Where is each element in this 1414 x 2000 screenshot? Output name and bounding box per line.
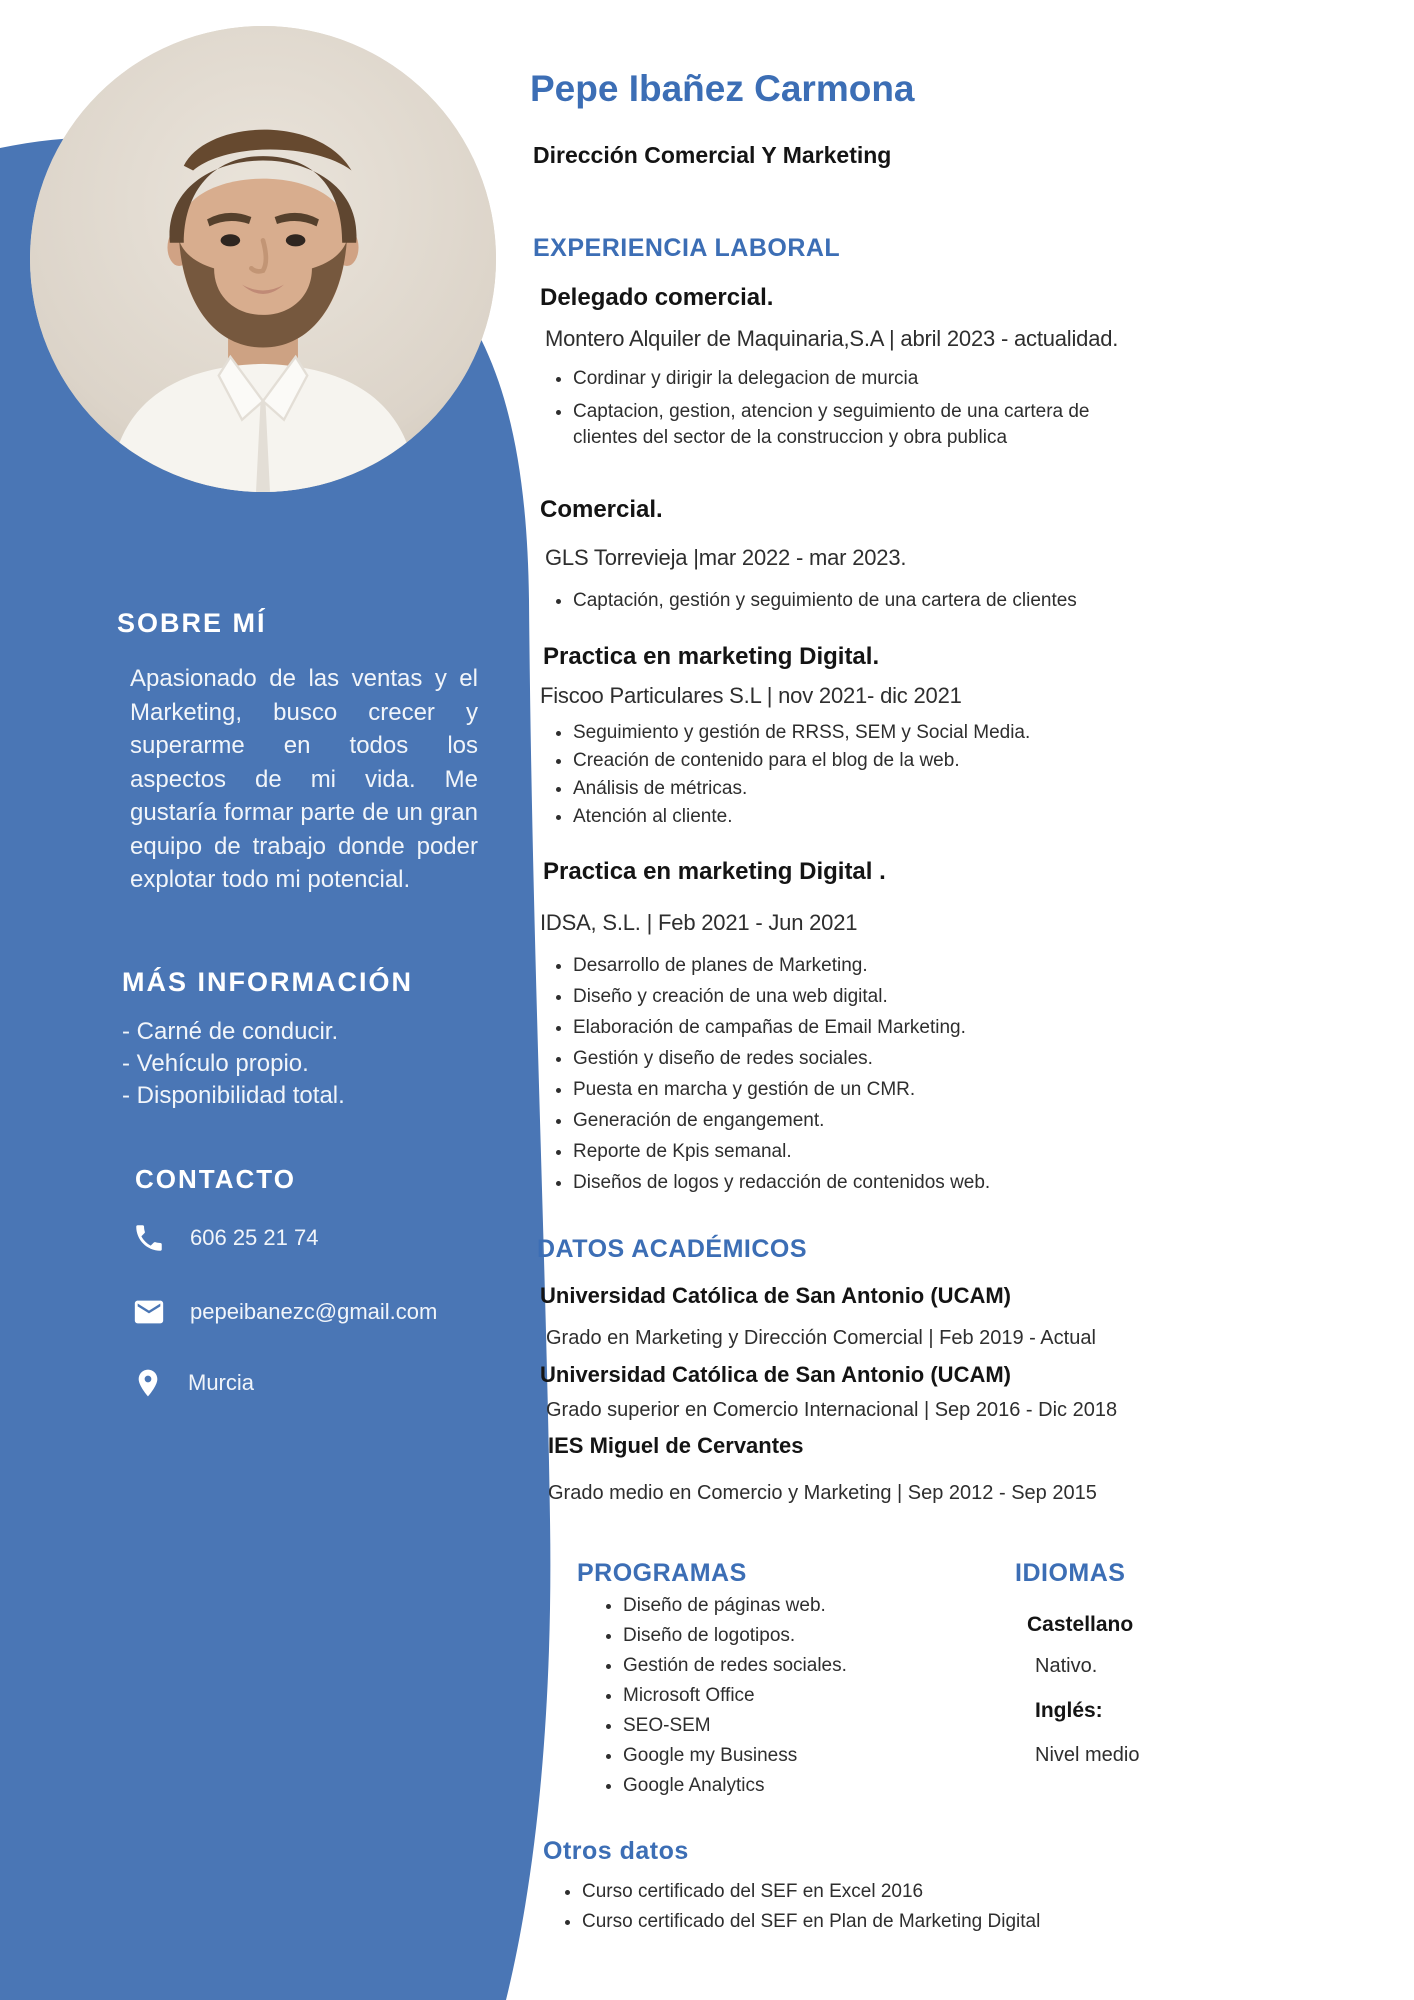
about-title: SOBRE MÍ [117, 608, 267, 638]
job-bullet: • Elaboración de campañas de Email Marketing. [573, 1012, 1133, 1043]
languages-section-title: IDIOMAS [1015, 1559, 1126, 1587]
other-data-section-title: Otros datos [543, 1837, 689, 1865]
location-icon [132, 1362, 164, 1404]
job-role: Delegado comercial. [540, 284, 774, 311]
more-info-list [122, 1016, 345, 1112]
program-item: • Gestión de redes sociales. [623, 1651, 1043, 1681]
job-role: Practica en marketing Digital . [543, 858, 886, 885]
education-detail: Grado superior en Comercio Internacional | Sep 2016 - Dic 2018 [546, 1399, 1118, 1421]
job-bullet: • Desarrollo de planes de Marketing. [573, 950, 1133, 981]
contact-email-value: pepeibanezc@gmail.com [190, 1299, 438, 1324]
contact-title: CONTACTO [135, 1164, 296, 1194]
program-item: • Google Analytics [623, 1771, 1043, 1801]
more-info-item: - Vehículo propio. [122, 1050, 309, 1077]
job-bullet: • Generación de engangement. [573, 1105, 1133, 1136]
job-bullet-list [543, 588, 1133, 614]
profile-photo [30, 26, 496, 492]
job-company: Montero Alquiler de Maquinaria,S.A | abril 2023 - actualidad. [545, 326, 1119, 351]
language-level: Nativo. [1035, 1655, 1098, 1677]
program-item: • Diseño de logotipos. [623, 1621, 1043, 1651]
education-section-title: DATOS ACADÉMICOS [537, 1235, 808, 1263]
job-bullet: • Diseños de logos y redacción de contenidos web. [573, 1167, 1133, 1198]
program-item: • Diseño de páginas web. [623, 1591, 1043, 1621]
email-icon [132, 1295, 166, 1329]
job-bullet: • Cordinar y dirigir la delegacion de murcia [573, 366, 1133, 392]
job-bullet: • Creación de contenido para el blog de la web. [573, 747, 1133, 775]
job-bullet: • Gestión y diseño de redes sociales. [573, 1043, 1133, 1074]
more-info-item: - Carné de conducir. [122, 1018, 339, 1045]
job-role: Comercial. [540, 496, 663, 523]
job-bullet: • Puesta en marcha y gestión de un CMR. [573, 1074, 1133, 1105]
education-school: Universidad Católica de San Antonio (UCAM) [540, 1283, 1012, 1308]
more-info-title: MÁS INFORMACIÓN [122, 967, 413, 997]
language-level: Nivel medio [1035, 1744, 1140, 1766]
job-bullet: • Reporte de Kpis semanal. [573, 1136, 1133, 1167]
education-detail: Grado medio en Comercio y Marketing | Sep 2012 - Sep 2015 [548, 1482, 1097, 1504]
language-name: Inglés: [1035, 1699, 1103, 1722]
contact-location-value: Murcia [188, 1370, 255, 1395]
contact-email-row [132, 1294, 437, 1330]
about-text: Apasionado de las ventas y el Marketing, busco crecer y superarme en todos los aspectos de mi vida. Me gustaría formar parte de un gran equipo de trabajo donde poder explotar todo mi potencial. [130, 665, 478, 893]
job-bullet-list [543, 950, 1133, 1198]
education-detail: Grado en Marketing y Dirección Comercial | Feb 2019 - Actual [546, 1327, 1096, 1349]
program-item: • Microsoft Office [623, 1681, 1043, 1711]
job-bullet: • Seguimiento y gestión de RRSS, SEM y Social Media. [573, 719, 1133, 747]
other-data-item: • Curso certificado del SEF en Excel 2016 [582, 1877, 1182, 1907]
contact-phone-row [132, 1220, 318, 1256]
job-company: Fiscoo Particulares S.L | nov 2021- dic 2021 [540, 683, 962, 708]
contact-location-row [132, 1360, 254, 1406]
job-bullet: • Diseño y creación de una web digital. [573, 981, 1133, 1012]
job-bullet-list [543, 366, 1133, 451]
job-company: IDSA, S.L. | Feb 2021 - Jun 2021 [540, 910, 858, 935]
education-school: IES Miguel de Cervantes [548, 1433, 804, 1458]
program-item: • SEO-SEM [623, 1711, 1043, 1741]
education-school: Universidad Católica de San Antonio (UCAM) [540, 1362, 1012, 1387]
job-bullet: • Captación, gestión y seguimiento de una cartera de clientes [573, 588, 1133, 614]
phone-icon [132, 1221, 166, 1255]
portrait-illustration [30, 26, 496, 492]
programs-list [590, 1591, 1043, 1801]
language-name: Castellano [1027, 1613, 1134, 1636]
other-data-list [550, 1877, 1182, 1937]
job-bullet-list [543, 719, 1133, 831]
job-role: Practica en marketing Digital. [543, 643, 880, 670]
job-bullet: • Atención al cliente. [573, 803, 1133, 831]
page-title-name: Pepe Ibañez Carmona [530, 68, 915, 109]
other-data-item: • Curso certificado del SEF en Plan de Marketing Digital [582, 1907, 1182, 1937]
job-company: GLS Torrevieja |mar 2022 - mar 2023. [545, 545, 907, 570]
more-info-item: - Disponibilidad total. [122, 1082, 345, 1109]
header-role: Dirección Comercial Y Marketing [533, 142, 892, 168]
experience-section-title: EXPERIENCIA LABORAL [533, 234, 841, 262]
job-bullet: • Captacion, gestion, atencion y seguimiento de una cartera de clientes del sector de la construccion y obra publica [573, 399, 1133, 451]
programs-section-title: PROGRAMAS [577, 1559, 747, 1587]
program-item: • Google my Business [623, 1741, 1043, 1771]
job-bullet: • Análisis de métricas. [573, 775, 1133, 803]
contact-phone-value: 606 25 21 74 [190, 1225, 319, 1250]
